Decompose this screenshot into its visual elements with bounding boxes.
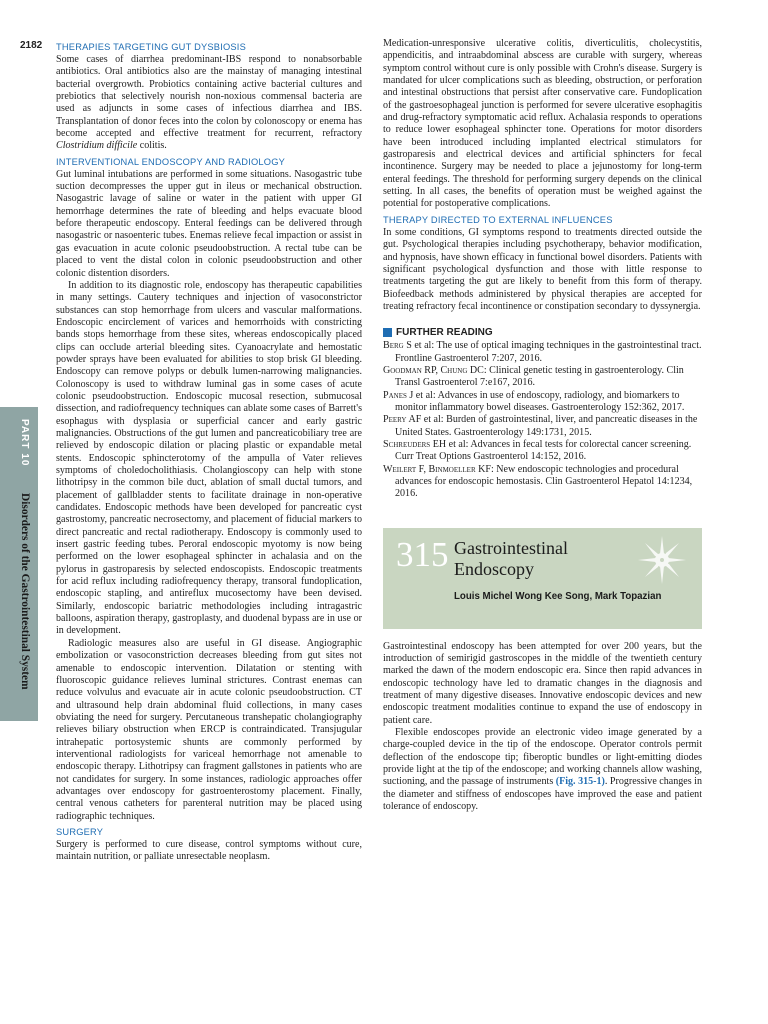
- paragraph: Gut luminal intubations are performed in some situations. Nasogastric tube suction decompresses the upper gut in ileus or mechanical obstruction. Nasogastric lavage of saline or water in the patient with upper GI hemorrhage determines the rate of bleeding and helps evacuate blood before therapeutic endoscopy. Enteral feedings can be delivered through nasogastric or nasoenteric tubes. Enemas relieve fecal impaction or assist in gas evacuation in acute colonic pseudoobstruction. A rectal tube can be placed to vent the distal colon in colonic pseudoobstruction and other colonic distention disorders.: [56, 168, 362, 279]
- paragraph: Surgery is performed to cure disease, control symptoms without cure, maintain nutrition, or palliate unresectable neoplasm.: [56, 838, 362, 863]
- right-column: [383, 38, 702, 814]
- chapter-title: Gastrointestinal Endoscopy: [454, 537, 568, 579]
- section-heading-gut-dysbiosis: THERAPIES TARGETING GUT DYSBIOSIS: [56, 42, 246, 52]
- section-heading-interventional: INTERVENTIONAL ENDOSCOPY AND RADIOLOGY: [56, 156, 286, 167]
- part-title: Disorders of the Gastrointestinal System: [19, 493, 31, 690]
- section-heading-surgery: SURGERY: [56, 826, 104, 837]
- paragraph: Radiologic measures also are useful in GI disease. Angiographic embolization or vasoconstriction decreases bleeding from gut sites not amenable to endoscopic intervention. Dilatation or stenting with fluoroscopic guidance relieves luminal strictures. Contrast enemas can reduce volvulus and evacuate air in acute colonic pseudoobstruction. CT and ultrasound help drain abdominal fluid collections, in many cases obviating the need for surgery. Percutaneous transhepatic cholangiography relieves biliary obstruction when ERCP is contraindicated. Transjugular intrahepatic portosystemic shunts are commonly performed by interventional radiologists for variceal hemorrhage not amenable to endoscopic therapy. Lithotripsy can fragment gallstones in patients who are not candidates for surgery. In some instances, radiologic approaches offer advantages over endoscopy for gastroenterostomy placement. Finally, central venous catheters for parenteral nutrition may be placed using radiographic techniques.: [56, 637, 362, 822]
- chapter-number: 315: [396, 534, 449, 574]
- paragraph: Medication-unresponsive ulcerative colitis, diverticulitis, cholecystitis, appendicitis, and intraabdominal abscess are curable with surgery, whereas symptom control without cure is only possible with Crohn's disease. Surgery is mandated for ulcer complications such as bleeding, obstruction, or perforation and intestinal obstructions that persist after conservative care. Fundoplication of the gastroesophageal junction is performed for severe ulcerative esophagitis and drug-refractory symptomatic acid reflux. Achalasia responds to operations to reduce lower esophageal sphincter tone. Operations for motor disorders have been introduced including implanted electrical stimulators for gastroparesis and electrical devices and artificial sphincters for fecal incontinence. Surgery may be needed to place a jejunostomy for long-term enteral feedings. The threshold for performing surgery depends on the clinical setting. In all cases, the benefits of operation must be weighed against the potential for postoperative complications.: [383, 38, 702, 210]
- chapter-header-box: [383, 528, 702, 629]
- paragraph: In some conditions, GI symptoms respond to treatments directed outside the gut. Psychological therapies including psychotherapy, behavior modification, and hypnosis, have shown efficacy in functional bowel disorders. Patients with significant psychological dysfunction and those with little response to treatments targeting the gut are likely to benefit from this form of therapy. Biofeedback methods administered by physical therapies are accepted for treating refractory fecal incontinence or constipation secondary to dyssynergia.: [383, 226, 702, 312]
- square-bullet-icon: [383, 328, 392, 337]
- paragraph: Gastrointestinal endoscopy has been attempted for over 200 years, but the introduction of semirigid gastroscopes in the middle of the twentieth century marked the dawn of the modern endoscopic era. Since then rapid advances in endoscopic technology have led to dramatic changes in the diagnosis and treatment of many digestive diseases. Innovative endoscopic devices and new endoscopic treatment modalities continue to expand the use of endoscopy in patient care.: [383, 640, 702, 726]
- section-heading-external-influences: THERAPY DIRECTED TO EXTERNAL INFLUENCES: [383, 214, 613, 225]
- figure-link[interactable]: (Fig. 315-1): [555, 776, 605, 788]
- reference-item: Weilert F, Binmoeller KF: New endoscopic technologies and procedural advances for endoscopic hemostasis. Clin Gastroenterol Hepatol 14:1234, 2016.: [383, 463, 693, 500]
- reference-list: [383, 340, 702, 500]
- reference-item: Goodman RP, Chung DC: Clinical genetic testing in gastroenterology. Clin Transl Gastroenterol 7:e167, 2016.: [383, 364, 684, 389]
- reference-item: Peery AF et al: Burden of gastrointestinal, liver, and pancreatic diseases in the United States. Gastroenterology 149:1731, 2015.: [383, 414, 698, 438]
- reference-item: Berg S et al: The use of optical imaging techniques in the gastrointestinal tract. Frontline Gastroenterol 7:207, 2016.: [383, 340, 702, 364]
- reference-item: Schreuders EH et al: Advances in fecal tests for colorectal cancer screening. Curr Treat Options Gastroenterol 14:152, 2016.: [383, 438, 692, 463]
- left-column: [56, 38, 362, 864]
- chapter-body: [383, 641, 702, 814]
- page-number: 2182: [20, 40, 43, 51]
- paragraph: Some cases of diarrhea predominant-IBS respond to nonabsorbable antibiotics. Oral antibiotics also are the mainstay of managing intestinal bacterial overgrowth. Probiotics containing active bacterial cultures and prebiotics that selectively nourish non-noxious commensal bacteria are used as adjuncts in some cases of infectious diarrhea and IBS. Transplantation of donor feces into the colon by colonoscopy or enema has become accepted and effective treatment for recurrent, refractory Clostridium difficile colitis.: [56, 54, 362, 152]
- further-reading-heading: FURTHER READING: [383, 327, 702, 338]
- paragraph: Flexible endoscopes provide an electronic video image generated by a charge-coupled device in the tip of the endoscope. Operator controls permit deflection of the endoscope tip; fiberoptic bundles or light-emitting diodes provide light at the tip of the endoscope; and working channels allow washing, suctioning, and the passage of instruments (Fig. 315-1). Progressive changes in the diameter and stiffness of endoscopes have improved the ease and patient tolerance of endoscopy.: [383, 727, 702, 813]
- reference-item: Panes J et al: Advances in use of endoscopy, radiology, and biomarkers to monitor inflammatory bowel diseases. Gastroenterology 152:362, 2017.: [383, 389, 685, 413]
- splash-graphic-icon: [634, 532, 690, 588]
- part-side-tab: [0, 407, 38, 721]
- paragraph: In addition to its diagnostic role, endoscopy has therapeutic capabilities in many settings. Cautery techniques and injection of vasoconstrictor substances can stop hemorrhage from ulcers and vascular malformations. Endoscopic encirclement of varices and hemorrhoids with constricting bands stops hemorrhage from these sites, whereas endoscopically placed clips can occlude arterial bleeding sites. Cyanoacrylate and hemostatic powder sprays have been evaluated for abilities to stop brisk GI bleeding. Endoscopy can remove polyps or debulk lumen-narrowing malignancies. Colonoscopy is used to withdraw luminal gas in some cases of acute colonic pseudoobstruction. Endoscopic mucosal resection, submucosal dissection, and radiofrequency techniques can ablate some cases of Barrett's esophagus with dysplasia or superficial cancer and early gastric malignancies. Obstructions of the gut lumen and pancreaticobiliary tree are relieved by endoscopic dilation or placing plastic or expandable metal stents. Endoscopic sphincterotomy of the ampulla of Vater relieves symptoms of choledocholithiasis. Cholangioscopy can help with stone lithotripsy in the common bile duct, ablation of small ductal tumors, and placement of gallbladder stents to facilitate drainage in non-operative candidates. Endoscopic methods have been developed for pancreatic cyst gastrostomy, pancreatic necrosectomy, and placement of fiducial markers to direct pancreatic and rectal radiotherapy. Endoscopy is commonly used to insert gastric feeding tubes. Peroral endoscopic myotomy is now being performed on the lower esophageal sphincter in achalasia and on the pylorus in gastroparesis by selected endoscopists. Endoscopic treatments for acid reflux including radiofrequency therapy, transoral fundoplication, endoscopic stapling, and antireflux mucosectomy have been devised. Similarly, endoscopic bariatric methodologies including intragastric balloons, aspiration therapy, gastroplasty, and duodenal bypass are in use or in development.: [56, 279, 362, 637]
- chapter-authors: Louis Michel Wong Kee Song, Mark Topazian: [454, 590, 662, 602]
- part-label: PART 10: [19, 419, 30, 467]
